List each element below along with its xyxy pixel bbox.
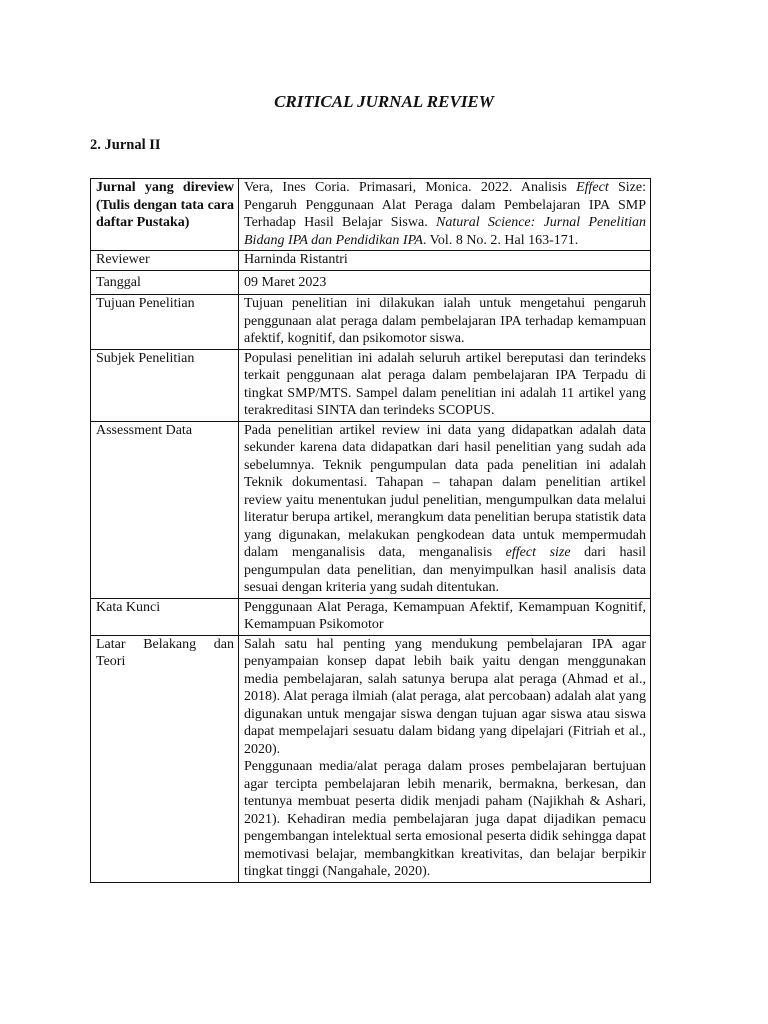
label-latar: Latar Belakang dan Teori	[91, 635, 239, 882]
assessment-text-a: Pada penelitian artikel review ini data yang didapatkan adalah data sekunder karena data didapatkan dari hasil penelitian yang sudah ada sebelumnya. Teknik pengumpulan data pada penelitian ini adalah Teknik dokumentasi. Tahapan – tahapan dalam penelitian artikel review yaitu menentukan judul penelitian, mengumpulkan data melalui literatur berupa artikel, merangkum data penelitian berupa statistik data yang digunakan, melakukan pengkodean data untuk mempermudah dalam menganalisis data, menganalisis	[244, 422, 646, 560]
section-heading: 2. Jurnal II	[90, 137, 161, 153]
jurnal-citation-effect: Effect	[576, 180, 609, 195]
row-kata-kunci	[91, 598, 651, 635]
value-jurnal	[239, 179, 651, 251]
assessment-effect-size: effect size	[505, 545, 571, 560]
latar-paragraph-1: Salah satu hal penting yang mendukung pembelajaran IPA agar penyampaian konsep dapat lebih baik yaitu dengan menggunakan media pembelajaran, salah satunya berupa alat peraga (Ahmad et al., 2018). Alat peraga ilmiah (alat peraga, alat percobaan) adalah alat yang digunakan untuk mengajar siswa dengan tujuan agar siswa atau siswa dapat mempelajari sesuatu dalam bidang yang dipelajari (Fitriah et al., 2020).	[244, 636, 646, 757]
value-subjek: Populasi penelitian ini adalah seluruh artikel bereputasi dan terindeks terkait penggunaan alat peraga dalam pembelajaran IPA Terpadu di tingkat SMP/MTS. Sampel dalam penelitian ini adalah 11 artikel yang terakreditasi SINTA dan terindeks SCOPUS.	[239, 349, 651, 421]
label-assessment: Assessment Data	[91, 421, 239, 598]
label-tanggal: Tanggal	[91, 270, 239, 295]
row-subjek	[91, 349, 651, 421]
row-assessment	[91, 421, 651, 598]
value-tujuan: Tujuan penelitian ini dilakukan ialah untuk mengetahui pengaruh penggunaan alat peraga dalam pembelajaran IPA terhadap kemampuan afektif, kognitif, dan psikomotor siswa.	[239, 295, 651, 350]
row-reviewer	[91, 251, 651, 271]
assessment-text-b: dari hasil pengumpulan data penelitian, dan menyimpulkan hasil analisis data sesuai dengan kriteria yang sudah ditentukan.	[244, 545, 646, 595]
value-tanggal: 09 Maret 2023	[239, 270, 651, 295]
jurnal-citation-title: Size: Pengaruh Penggunaan Alat Peraga dalam Pembelajaran IPA SMP Terhadap Hasil Belajar Siswa.	[244, 180, 646, 230]
jurnal-citation-authors: Vera, Ines Coria. Primasari, Monica. 2022. Analisis	[244, 180, 577, 195]
jurnal-citation-journal: Natural Science: Jurnal Penelitian Bidang IPA dan Pendidikan IPA	[244, 215, 646, 248]
jurnal-citation-volume: . Vol. 8 No. 2. Hal 163-171.	[422, 232, 579, 248]
label-kata-kunci: Kata Kunci	[91, 598, 239, 635]
label-jurnal: Jurnal yang direview (Tulis dengan tata cara daftar Pustaka)	[91, 179, 239, 251]
row-tujuan	[91, 295, 651, 350]
value-kata-kunci: Penggunaan Alat Peraga, Kemampuan Afektif, Kemampuan Kognitif, Kemampuan Psikomotor	[239, 598, 651, 635]
row-jurnal	[91, 179, 651, 251]
row-tanggal	[91, 270, 651, 295]
label-tujuan: Tujuan Penelitian	[91, 295, 239, 350]
row-latar	[91, 635, 651, 882]
review-table	[90, 178, 651, 883]
label-subjek: Subjek Penelitian	[91, 349, 239, 421]
value-assessment	[239, 421, 651, 598]
value-reviewer: Harninda Ristantri	[239, 251, 651, 271]
value-latar	[239, 635, 651, 882]
document-title: CRITICAL JURNAL REVIEW	[274, 92, 494, 111]
latar-paragraph-2: Penggunaan media/alat peraga dalam proses pembelajaran bertujuan agar tercipta pembelajaran lebih menarik, bermakna, berkesan, dan tentunya membuat peserta didik menjadi paham (Najikhah & Ashari, 2021). Kehadiran media pembelajaran juga dapat dijadikan pemacu pengembangan intelektual serta emosional peserta didik sehingga dapat memotivasi belajar, membangkitkan kreativitas, dan belajar berpikir tingkat tinggi (Nangahale, 2020).	[244, 759, 646, 879]
label-reviewer: Reviewer	[91, 251, 239, 271]
